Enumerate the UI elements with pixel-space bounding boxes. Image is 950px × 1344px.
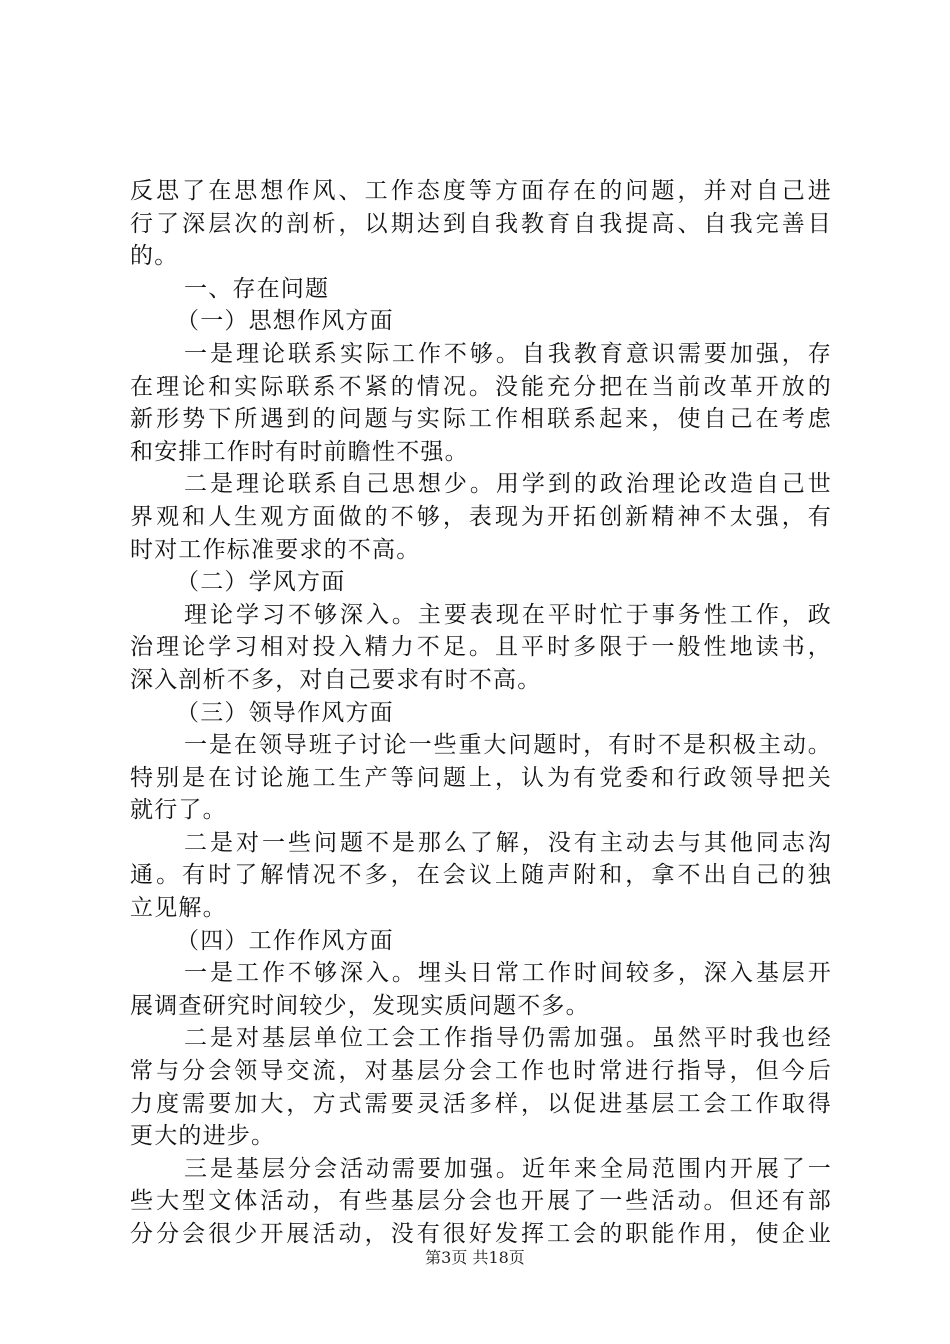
text-line: 时对工作标准要求的不高。	[130, 536, 421, 563]
text-line: 行了深层次的剖析，以期达到自我教育自我提高、自我完善目	[130, 210, 832, 237]
text-line: （三）领导作风方面	[176, 699, 394, 726]
text-line: 理论学习不够深入。主要表现在平时忙于事务性工作，政	[184, 601, 832, 628]
text-line: 反思了在思想作风、工作态度等方面存在的问题，并对自己进	[130, 178, 832, 204]
text-line: 些大型文体活动，有些基层分会也开展了一些活动。但还有部	[130, 1188, 832, 1215]
text-line: 一是理论联系实际工作不够。自我教育意识需要加强，存	[184, 340, 832, 367]
text-line: （二）学风方面	[176, 569, 346, 596]
text-line: 一、存在问题	[184, 275, 330, 302]
text-line: （四）工作作风方面	[176, 927, 394, 954]
text-line: 更大的进步。	[130, 1123, 276, 1150]
text-line: 特别是在讨论施工生产等问题上，认为有党委和行政领导把关	[130, 764, 832, 791]
text-line: 立见解。	[130, 895, 227, 922]
text-line: 分分会很少开展活动，没有很好发挥工会的职能作用，使企业	[130, 1221, 832, 1247]
text-line: 通。有时了解情况不多，在会议上随声附和，拿不出自己的独	[130, 862, 832, 889]
text-line: 新形势下所遇到的问题与实际工作相联系起来，使自己在考虑	[130, 406, 832, 433]
text-line: 二是对基层单位工会工作指导仍需加强。虽然平时我也经	[184, 1025, 832, 1052]
text-line: （一）思想作风方面	[176, 308, 394, 335]
text-line: 二是对一些问题不是那么了解，没有主动去与其他同志沟	[184, 829, 832, 856]
text-line: 常与分会领导交流，对基层分会工作也时常进行指导，但今后	[130, 1058, 832, 1085]
page-footer: 第3页 共18页	[425, 1248, 525, 1267]
text-line: 在理论和实际联系不紧的情况。没能充分把在当前改革开放的	[130, 373, 832, 400]
text-line: 界观和人生观方面做的不够，表现为开拓创新精神不太强，有	[130, 503, 832, 530]
text-line: 力度需要加大，方式需要灵活多样，以促进基层工会工作取得	[130, 1090, 832, 1117]
text-line: 二是理论联系自己思想少。用学到的政治理论改造自己世	[184, 471, 832, 498]
text-line: 就行了。	[130, 797, 227, 824]
text-line: 三是基层分会活动需要加强。近年来全局范围内开展了一	[184, 1155, 832, 1182]
text-line: 深入剖析不多，对自己要求有时不高。	[130, 666, 542, 693]
text-line: 一是在领导班子讨论一些重大问题时，有时不是积极主动。	[184, 732, 832, 759]
text-line: 和安排工作时有时前瞻性不强。	[130, 438, 469, 465]
text-line: 展调查研究时间较少，发现实质问题不多。	[130, 992, 590, 1019]
text-line: 一是工作不够深入。埋头日常工作时间较多，深入基层开	[184, 960, 832, 987]
text-line: 治理论学习相对投入精力不足。且平时多限于一般性地读书，	[130, 634, 832, 661]
document-body	[130, 175, 832, 1251]
text-line: 的。	[130, 243, 179, 270]
